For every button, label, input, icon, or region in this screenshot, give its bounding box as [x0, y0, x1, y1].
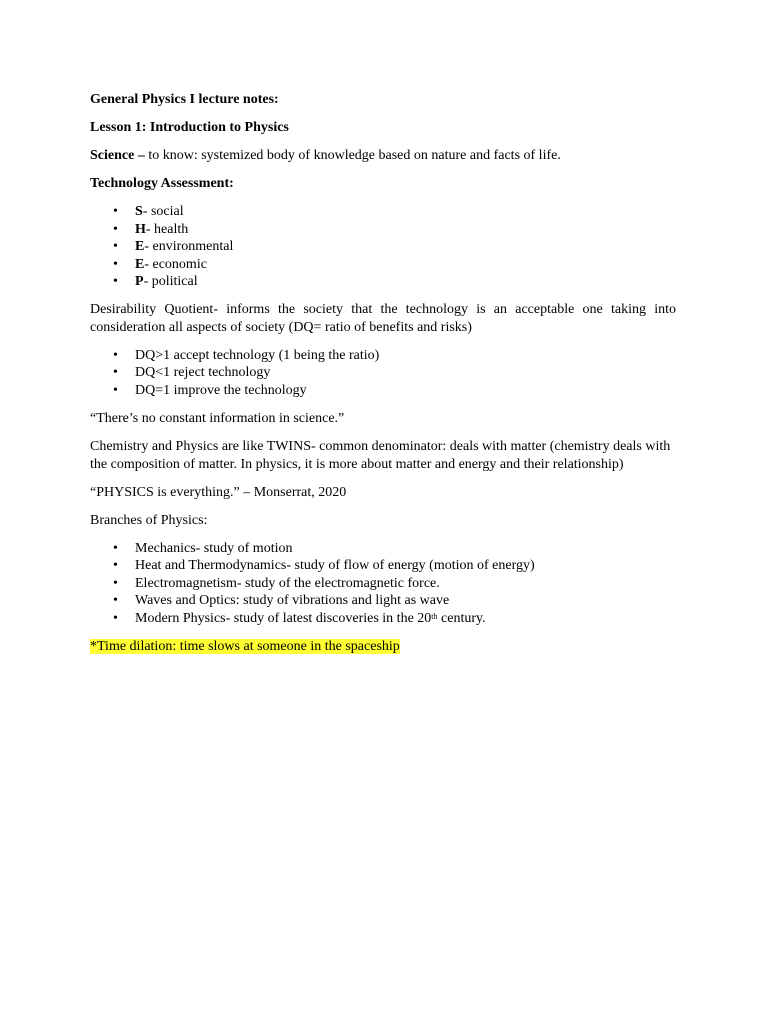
item-letter: S — [135, 203, 143, 219]
item-text: Heat and Thermodynamics- study of flow of energy (motion of energy) — [135, 558, 535, 574]
item-text: Waves and Optics: study of vibrations and light as wave — [135, 593, 450, 609]
bullet-icon: • — [113, 610, 118, 626]
bullet-icon: • — [113, 540, 118, 556]
item-text: Mechanics- study of motion — [135, 540, 293, 556]
list-item — [90, 592, 676, 610]
bullet-icon: • — [113, 558, 118, 574]
science-term: Science – — [90, 147, 145, 163]
list-item — [90, 540, 676, 558]
item-letter: E — [135, 239, 145, 255]
time-dilation-note-line — [90, 638, 676, 656]
list-item — [90, 203, 676, 221]
item-text: - economic — [144, 256, 207, 272]
item-letter: P — [135, 274, 144, 290]
document-heading: General Physics I lecture notes: — [90, 92, 279, 107]
bullet-icon: • — [113, 256, 118, 272]
dq-list — [90, 347, 676, 400]
list-item — [90, 256, 676, 274]
list-item — [90, 382, 676, 400]
bullet-icon: • — [113, 383, 118, 399]
bullet-icon: • — [113, 239, 118, 255]
list-item — [90, 347, 676, 365]
bullet-icon: • — [113, 593, 118, 609]
bullet-icon: • — [113, 274, 118, 290]
list-item — [90, 610, 676, 628]
quote-physics: “PHYSICS is everything.” – Monserrat, 2020 — [90, 484, 347, 500]
document-page — [90, 91, 676, 666]
bullet-icon: • — [113, 203, 118, 219]
list-item — [90, 575, 676, 593]
item-text: DQ=1 improve the technology — [135, 383, 307, 399]
branches-list — [90, 540, 676, 628]
modern-physics-before: Modern Physics- study of latest discoveries in the 20 — [135, 610, 432, 626]
twins-paragraph: Chemistry and Physics are like TWINS- common denominator: deals with matter (chemistry deals with the composition of matter. In physics, it is more about matter and energy and their relationship) — [90, 439, 671, 472]
quote-science: “There’s no constant information in science.” — [90, 411, 345, 427]
bullet-icon: • — [113, 575, 118, 591]
item-text: - political — [143, 274, 198, 290]
item-text: DQ>1 accept technology (1 being the ratio) — [135, 347, 380, 363]
science-definition-text: to know: systemized body of knowledge based on nature and facts of life. — [144, 147, 561, 163]
item-text: - environmental — [144, 239, 234, 255]
science-definition — [90, 147, 676, 165]
bullet-icon: • — [113, 365, 118, 381]
item-text: - social — [142, 203, 184, 219]
time-dilation-note: *Time dilation: time slows at someone in the spaceship — [90, 638, 400, 654]
tech-assessment-title: Technology Assessment: — [90, 175, 234, 191]
item-text: DQ<1 reject technology — [135, 365, 271, 381]
tech-assessment-list — [90, 203, 676, 291]
bullet-icon: • — [113, 347, 118, 363]
list-item — [90, 557, 676, 575]
list-item — [90, 221, 676, 239]
list-item — [90, 238, 676, 256]
lesson-title: Lesson 1: Introduction to Physics — [90, 119, 289, 135]
ordinal-superscript: th — [431, 611, 438, 621]
item-text: - health — [145, 221, 189, 237]
bullet-icon: • — [113, 221, 118, 237]
item-text: Electromagnetism- study of the electromagnetic force. — [135, 575, 440, 591]
list-item — [90, 273, 676, 291]
item-letter: H — [135, 221, 146, 237]
branches-title: Branches of Physics: — [90, 512, 208, 528]
dq-description: Desirability Quotient- informs the society that the technology is an acceptable one taking into consideration all aspects of society (DQ= ratio of benefits and risks) — [90, 302, 676, 335]
modern-physics-after: century. — [437, 610, 486, 626]
list-item — [90, 364, 676, 382]
item-letter: E — [135, 256, 145, 272]
